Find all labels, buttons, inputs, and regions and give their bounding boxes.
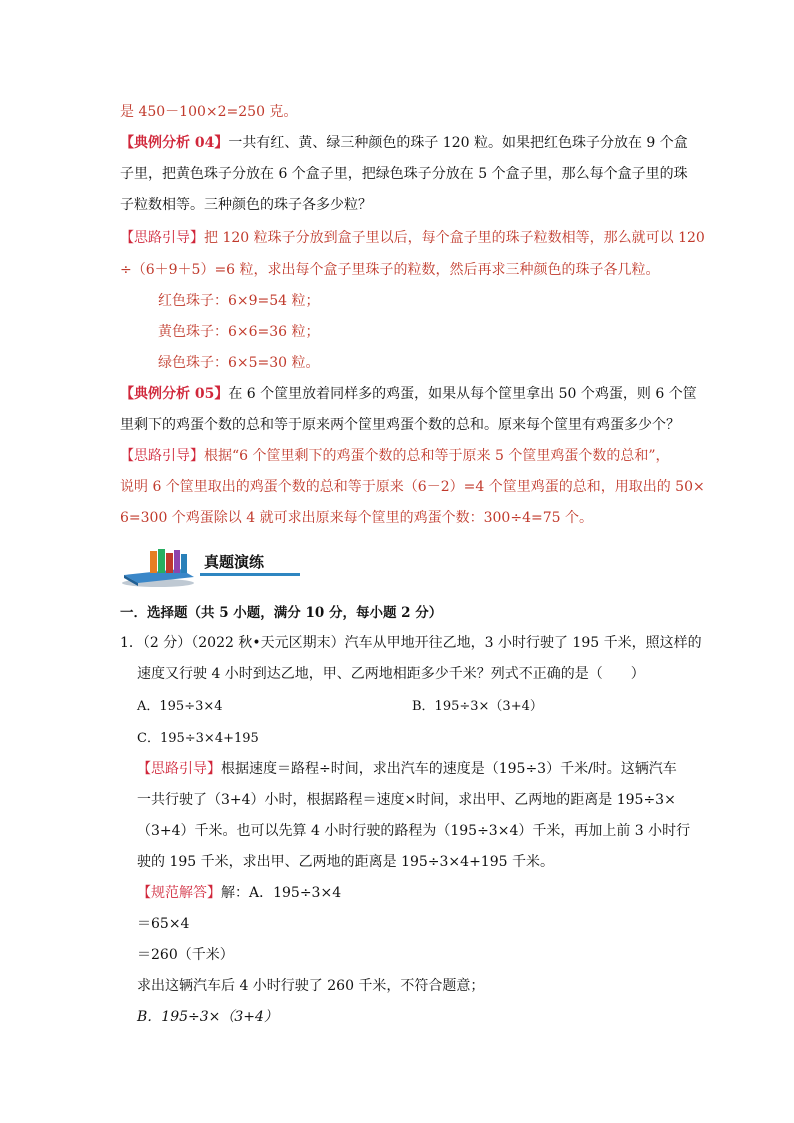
answer-q1-text-1: 解：A．195÷3×4 (221, 885, 342, 901)
answer-q1-tag: 【规范解答】 (137, 885, 221, 901)
guide-04-red: 红色珠子：6×9=54 粒； (158, 293, 320, 309)
answer-q1-line-2: ＝65×4 (137, 916, 190, 932)
guide-q1-line-1 (137, 759, 677, 779)
example-05-line-2: 里剩下的鸡蛋个数的总和等于原来两个筐里鸡蛋个数的总和。原来每个筐里有鸡蛋多少个？ (120, 417, 680, 433)
example-05-tag: 【典例分析 05】 (120, 386, 229, 402)
guide-05-line-2: 说明 6 个筐里取出的鸡蛋个数的总和等于原来（6－2）=4 个筐里鸡蛋的总和，用取出的 50× (120, 479, 705, 495)
section-header (120, 545, 300, 585)
books-icon (120, 545, 200, 587)
section-underline (200, 573, 300, 576)
guide-04-tag: 【思路引导】 (120, 230, 204, 246)
section-one-heading: 一．选择题（共 5 小题，满分 10 分，每小题 2 分） (120, 605, 443, 621)
example-05-text-1: 在 6 个筐里放着同样多的鸡蛋，如果从每个筐里拿出 50 个鸡蛋，则 6 个筐 (228, 386, 697, 402)
guide-04-line-1 (120, 228, 705, 248)
guide-q1-text-1: 根据速度＝路程÷时间，求出汽车的速度是（195÷3）千米/时。这辆汽车 (221, 761, 677, 777)
question-1-line-2: 速度又行驶 4 小时到达乙地，甲、乙两地相距多少千米？列式不正确的是（ ） (137, 666, 645, 682)
answer-q1-line-1 (137, 883, 341, 903)
guide-04-yellow: 黄色珠子：6×6=36 粒； (158, 324, 320, 340)
guide-05-line-3: 6=300 个鸡蛋除以 4 就可求出原来每个筐里的鸡蛋个数：300÷4=75 个。 (120, 510, 593, 526)
example-04-tag: 【典例分析 04】 (120, 135, 229, 151)
example-04-line-3: 子粒数相等。三种颜色的珠子各多少粒？ (120, 197, 372, 213)
example-04-line-2: 子里，把黄色珠子分放在 6 个盒子里，把绿色珠子分放在 5 个盒子里，那么每个盒子里的珠 (120, 166, 688, 182)
answer-q1-line-3: ＝260（千米） (137, 947, 234, 963)
guide-04-green: 绿色珠子：6×5=30 粒。 (158, 355, 320, 371)
question-1-line-1: 1．（2 分）（2022 秋•天元区期末）汽车从甲地开往乙地，3 小时行驶了 195 千米，照这样的 (120, 635, 702, 651)
option-c[interactable]: C．195÷3×4+195 (137, 731, 259, 746)
option-b[interactable]: B．195÷3×（3+4） (412, 699, 543, 714)
option-a[interactable]: A．195÷3×4 (137, 699, 223, 714)
guide-q1-line-3: （3+4）千米。也可以先算 4 小时行驶的路程为（195÷3×4）千米，再加上前 3 小时行 (137, 823, 691, 839)
guide-05-tag: 【思路引导】 (120, 448, 204, 464)
guide-04-text-1: 把 120 粒珠子分放到盒子里以后，每个盒子里的珠子粒数相等，那么就可以 120 (204, 230, 705, 246)
guide-05-line-1 (120, 446, 669, 466)
guide-05-text-1: 根据“6 个筐里剩下的鸡蛋个数的总和等于原来 5 个筐里鸡蛋个数的总和”， (204, 448, 670, 464)
example-04-text-1: 一共有红、黄、绿三种颜色的珠子 120 粒。如果把红色珠子分放在 9 个盒 (228, 135, 688, 151)
guide-q1-line-4: 驶的 195 千米，求出甲、乙两地的距离是 195÷3×4+195 千米。 (137, 854, 554, 870)
answer-q1-line-5: B．195÷3×（3+4） (137, 1009, 278, 1025)
example-04-line-1 (120, 133, 688, 153)
guide-04-line-2: ÷（6＋9＋5）=6 粒，求出每个盒子里珠子的粒数，然后再求三种颜色的珠子各几粒。 (120, 262, 660, 278)
example-05-line-1 (120, 384, 697, 404)
answer-q1-line-4: 求出这辆汽车后 4 小时行驶了 260 千米，不符合题意； (137, 978, 485, 994)
guide-q1-line-2: 一共行驶了（3+4）小时，根据路程＝速度×时间，求出甲、乙两地的距离是 195÷3× (137, 792, 676, 808)
guide-q1-tag: 【思路引导】 (137, 761, 221, 777)
intro-line: 是 450－100×2=250 克。 (120, 104, 298, 120)
section-title: 真题演练 (204, 553, 265, 571)
